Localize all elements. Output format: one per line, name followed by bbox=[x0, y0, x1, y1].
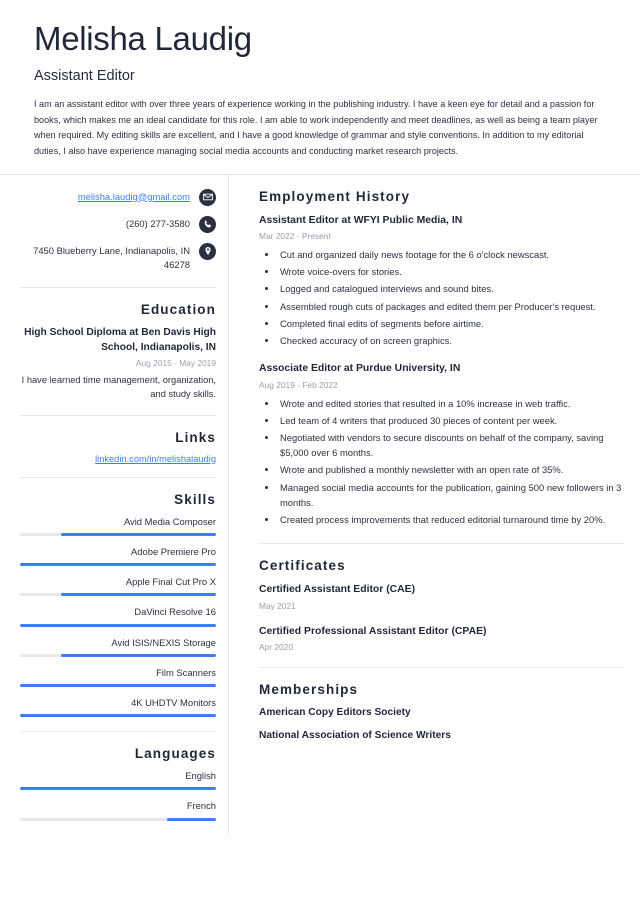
skill-item bbox=[20, 697, 216, 717]
language-item bbox=[20, 770, 216, 790]
employment-bullet: • Assembled rough cuts of packages and edited them per Producer's request. bbox=[278, 300, 624, 315]
membership-item: National Association of Science Writers bbox=[259, 729, 451, 741]
skill-level-fill bbox=[20, 684, 216, 687]
phone-icon bbox=[199, 216, 216, 233]
skill-label: Avid ISIS/NEXIS Storage bbox=[111, 636, 216, 648]
education-dates: Aug 2015 - May 2019 bbox=[135, 358, 216, 369]
skill-label: Film Scanners bbox=[156, 666, 216, 678]
envelope-icon bbox=[199, 189, 216, 206]
employment-bullet: • Created process improvements that reduced editorial turnaround time by 20%. bbox=[278, 513, 624, 528]
language-item bbox=[20, 800, 216, 820]
skills-title: Skills bbox=[174, 491, 216, 507]
skill-label: Adobe Premiere Pro bbox=[131, 545, 216, 557]
email-link[interactable]: melisha.laudig@gmail.com bbox=[77, 190, 190, 202]
skill-level-bar bbox=[20, 654, 216, 657]
skill-item bbox=[20, 606, 216, 626]
employment-entry-dates: Mar 2022 - Present bbox=[259, 231, 331, 242]
link-item[interactable] bbox=[20, 454, 216, 464]
employment-entry-bullets bbox=[259, 248, 624, 350]
employment-bullet: • Completed final edits of segments before airtime. bbox=[278, 317, 624, 332]
skill-level-fill bbox=[61, 593, 216, 596]
education-degree: High School Diploma at Ben Davis High School, Indianapolis, IN bbox=[24, 326, 216, 353]
contact-email-text[interactable] bbox=[78, 188, 190, 204]
language-level-bar bbox=[20, 787, 216, 790]
memberships-list bbox=[259, 707, 624, 741]
skill-level-fill bbox=[20, 714, 216, 717]
location-pin-icon bbox=[199, 243, 216, 260]
employment-bullet: • Negotiated with vendors to secure discounts on behalf of the company, saving $5,000 over 6 months. bbox=[278, 431, 624, 461]
employment-bullet: • Checked accuracy of on screen graphics. bbox=[278, 334, 624, 349]
skill-level-bar bbox=[20, 684, 216, 687]
skill-level-bar bbox=[20, 624, 216, 627]
contact-item-phone bbox=[20, 215, 216, 233]
skill-label: 4K UHDTV Monitors bbox=[131, 697, 216, 709]
resume-body bbox=[0, 175, 640, 835]
language-level-fill bbox=[167, 818, 216, 821]
certificate-date: May 2021 bbox=[259, 600, 296, 611]
skill-item bbox=[20, 576, 216, 596]
resume-header bbox=[34, 0, 606, 160]
skill-level-bar bbox=[20, 533, 216, 536]
employment-bullet: • Wrote voice-overs for stories. bbox=[278, 265, 624, 280]
contact-address-text: 7450 Blueberry Lane, Indianapolis, IN 46278 bbox=[33, 244, 190, 270]
employment-bullet: • Wrote and edited stories that resulted in a 10% increase in web traffic. bbox=[278, 397, 624, 412]
education-description: I have learned time management, organization, and study skills. bbox=[21, 374, 216, 400]
languages-list bbox=[20, 770, 216, 820]
employment-bullet: • Managed social media accounts for the publication, gaining 500 new followers in 3 months. bbox=[278, 481, 624, 511]
certificate-title: Certified Professional Assistant Editor (CPAE) bbox=[259, 625, 487, 637]
employment-bullet: • Cut and organized daily news footage for the 6 o'clock newscast. bbox=[278, 248, 624, 263]
skill-level-fill bbox=[20, 624, 216, 627]
contact-item-email[interactable] bbox=[20, 188, 216, 206]
memberships-section bbox=[259, 668, 624, 754]
employment-bullet: • Logged and catalogued interviews and sound bites. bbox=[278, 282, 624, 297]
skills-section bbox=[20, 478, 216, 733]
skill-item bbox=[20, 516, 216, 536]
candidate-job-title: Assistant Editor bbox=[34, 67, 135, 84]
certificates-title: Certificates bbox=[259, 558, 346, 574]
main-content bbox=[229, 175, 640, 835]
candidate-name: Melisha Laudig bbox=[34, 20, 252, 57]
skill-level-fill bbox=[61, 533, 216, 536]
skill-level-bar bbox=[20, 593, 216, 596]
professional-summary: I am an assistant editor with over three years of experience working in the publishing industry. I have a keen eye for detail and a passion for books, which makes me an ideal candidate for this role. I am able to work independently and meet deadlines, as well as being a team player when required. My editing skills are excellent, and I have a good knowledge of grammar and style conventions. In addition to my editorial duties, I also have experience managing social media accounts and conducting market research projects. bbox=[34, 98, 598, 156]
certificates-list bbox=[259, 583, 624, 653]
language-label: French bbox=[186, 800, 216, 812]
skill-label: DaVinci Resolve 16 bbox=[134, 606, 216, 618]
sidebar bbox=[0, 175, 229, 835]
language-level-bar bbox=[20, 818, 216, 821]
contact-section bbox=[20, 175, 216, 288]
links-section bbox=[20, 416, 216, 478]
skill-label: Apple Final Cut Pro X bbox=[125, 576, 216, 588]
employment-entry-bullets bbox=[259, 397, 624, 528]
skill-level-fill bbox=[61, 654, 216, 657]
employment-bullet: • Wrote and published a monthly newsletter with an open rate of 35%. bbox=[278, 463, 624, 478]
education-title: Education bbox=[140, 301, 216, 317]
certificate-item bbox=[259, 625, 624, 654]
membership-item: American Copy Editors Society bbox=[259, 706, 411, 718]
skills-list bbox=[20, 516, 216, 718]
skill-label: Avid Media Composer bbox=[123, 515, 216, 527]
employment-title: Employment History bbox=[259, 188, 411, 204]
certificate-date: Apr 2020 bbox=[259, 642, 293, 653]
skill-item bbox=[20, 637, 216, 657]
languages-section bbox=[20, 732, 216, 834]
employment-entry-dates: Aug 2019 - Feb 2022 bbox=[259, 379, 338, 390]
linkedin-link[interactable]: linkedin.com/in/melishalaudig bbox=[95, 453, 216, 464]
skill-level-bar bbox=[20, 714, 216, 717]
education-section bbox=[20, 288, 216, 416]
language-label: English bbox=[185, 770, 216, 782]
contact-item-address bbox=[20, 242, 216, 272]
certificates-section bbox=[259, 544, 624, 667]
employment-bullet: • Led team of 4 writers that produced 30 pieces of content per week. bbox=[278, 414, 624, 429]
links-title: Links bbox=[175, 429, 216, 445]
employment-entry-title: Assistant Editor at WFYI Public Media, IN bbox=[259, 214, 463, 226]
skill-item bbox=[20, 546, 216, 566]
skill-level-fill bbox=[20, 563, 216, 566]
language-level-fill bbox=[20, 787, 216, 790]
certificate-title: Certified Assistant Editor (CAE) bbox=[259, 584, 416, 596]
employment-list bbox=[259, 214, 624, 528]
languages-title: Languages bbox=[134, 746, 216, 762]
employment-section bbox=[259, 175, 624, 545]
skill-level-bar bbox=[20, 563, 216, 566]
certificate-item bbox=[259, 583, 624, 612]
employment-entry bbox=[259, 214, 624, 350]
employment-entry bbox=[259, 362, 624, 528]
contact-phone-text: (260) 277-3580 bbox=[125, 217, 190, 229]
employment-entry-title: Associate Editor at Purdue University, IN bbox=[259, 363, 461, 375]
memberships-title: Memberships bbox=[259, 681, 359, 697]
skill-item bbox=[20, 667, 216, 687]
